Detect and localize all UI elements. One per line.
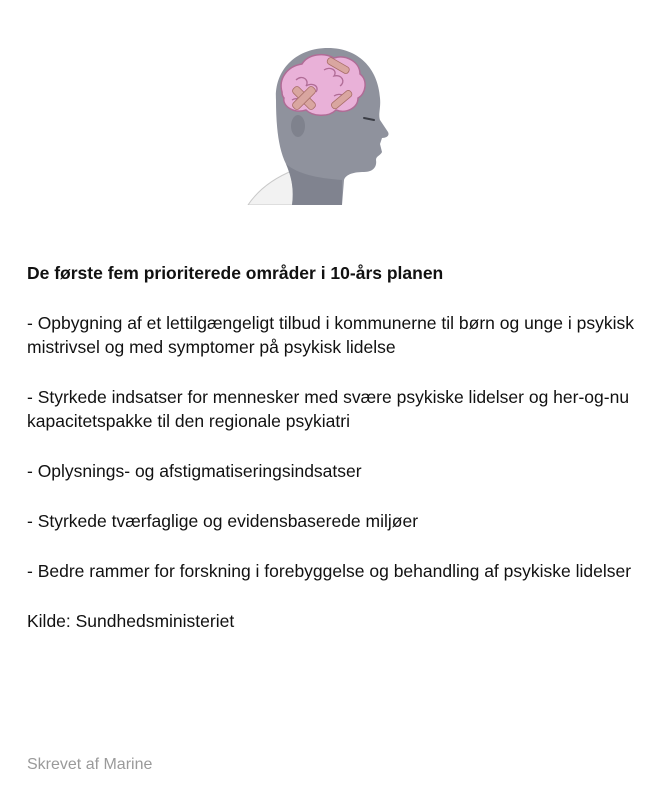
article-body: [27, 261, 637, 633]
author-byline: Skrevet af Marine: [27, 756, 153, 773]
list-item: - Styrkede indsatser for mennesker med svære psykiske lidelser og her-og-nu kapacitetspakke til den regionale psykiatri: [27, 387, 630, 431]
source-credit: Kilde: Sundhedsministeriet: [27, 611, 235, 631]
ear-shape: [291, 115, 305, 137]
list-item: - Bedre rammer for forskning i forebyggelse og behandling af psykiske lidelser: [27, 561, 632, 581]
list-item: - Oplysnings- og afstigmatiseringsindsatser: [27, 461, 362, 481]
list-item: - Opbygning af et lettilgængeligt tilbud i kommunerne til børn og unge i psykisk mistrivsel og med symptomer på psykisk lidelse: [27, 313, 634, 357]
article-heading: De første fem prioriterede områder i 10-års planen: [27, 263, 444, 283]
list-item: - Styrkede tværfaglige og evidensbaserede miljøer: [27, 511, 419, 531]
head-profile-with-bandaged-brain-icon: [246, 40, 396, 205]
head-illustration-svg: [246, 40, 396, 205]
